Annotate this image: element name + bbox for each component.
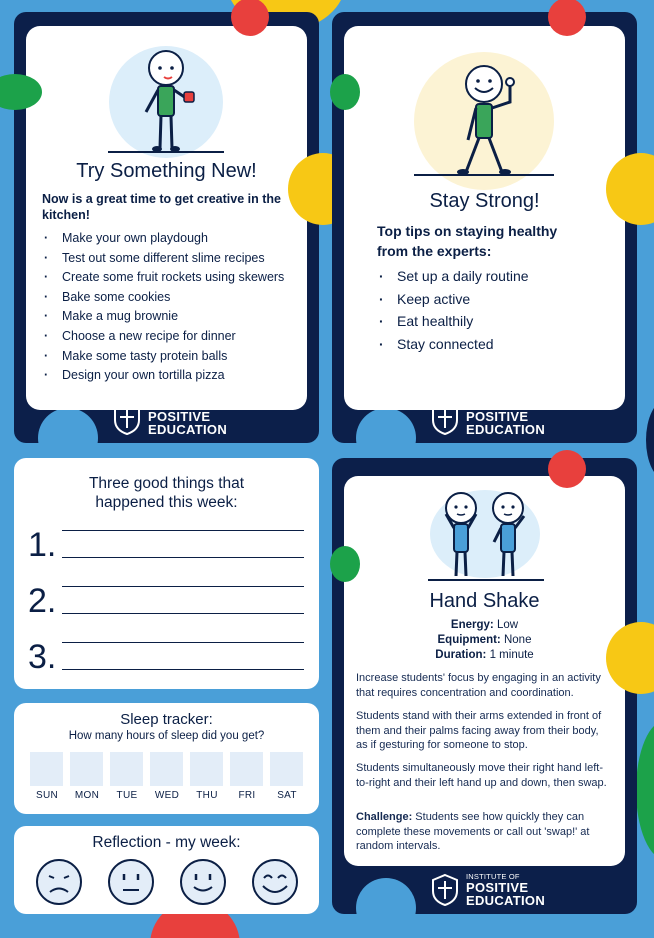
day-label: WED <box>154 790 180 801</box>
paragraph-2: Students stand with their arms extended in front of them and their palms facing away from their body, as if gesturing for someone to stop. <box>356 710 602 751</box>
card-title: Hand Shake <box>429 590 540 612</box>
bg-green-dot-4 <box>330 546 360 582</box>
bg-navy-dot-right <box>646 400 654 480</box>
panel-title: Sleep tracker: <box>120 711 213 728</box>
number-2: 2. <box>28 582 57 620</box>
list-item: · Bake some cookies <box>42 288 304 308</box>
list-item: · Stay connected <box>377 333 607 356</box>
card-decor-dot <box>356 878 416 914</box>
sleep-box-wed[interactable] <box>150 752 183 786</box>
sleep-box-mon[interactable] <box>70 752 103 786</box>
write-line <box>62 586 304 587</box>
tips-list <box>377 265 607 355</box>
logo-line-3: EDUCATION <box>466 421 546 437</box>
bg-green-dot-right <box>636 720 654 860</box>
paragraph-1: Increase students' focus by engaging in an activity that requires concentration and coordination. <box>356 672 601 699</box>
bg-green-dot-2 <box>330 74 360 110</box>
card-body <box>344 476 625 866</box>
day-label: TUE <box>116 790 138 801</box>
day-label: THU <box>196 790 218 801</box>
card-intro: Top tips on staying healthy from the experts: <box>377 223 558 259</box>
card-stay-strong <box>332 12 637 443</box>
equipment-detail <box>344 634 625 646</box>
two-kids-handshake-icon <box>428 488 544 584</box>
list-item: · Choose a new recipe for dinner <box>42 327 304 347</box>
logo-line-1: INSTITUTE OF <box>148 401 202 411</box>
ipe-logo <box>112 402 227 436</box>
card-try-something-new <box>14 12 319 443</box>
bg-red-dot-4 <box>548 450 586 488</box>
energy-label: Energy: <box>450 619 494 631</box>
sleep-box-tue[interactable] <box>110 752 143 786</box>
duration-value: 1 minute <box>489 649 534 661</box>
logo-line-2: POSITIVE <box>466 879 529 895</box>
neutral-face-icon[interactable] <box>107 858 155 906</box>
write-line <box>62 642 304 643</box>
day-label: SAT <box>277 790 297 801</box>
list-item: · Test out some different slime recipes <box>42 249 304 269</box>
sleep-box-sun[interactable] <box>30 752 63 786</box>
sleep-box-thu[interactable] <box>190 752 223 786</box>
list-item: · Make some tasty protein balls <box>42 347 304 367</box>
panel-subtitle: How many hours of sleep did you get? <box>68 730 265 742</box>
sleep-box-fri[interactable] <box>230 752 263 786</box>
sleep-tracker-panel <box>14 703 319 814</box>
energy-value: Low <box>496 619 519 631</box>
logo-line-3: EDUCATION <box>148 421 228 437</box>
logo-line-1: INSTITUTE OF <box>466 401 520 411</box>
reflection-panel <box>14 826 319 914</box>
equipment-label: Equipment: <box>437 634 501 646</box>
smile-face-icon[interactable] <box>179 858 227 906</box>
ipe-logo <box>430 873 545 907</box>
duration-detail <box>344 649 625 661</box>
list-item: · Design your own tortilla pizza <box>42 366 304 386</box>
three-good-things-panel <box>14 458 319 689</box>
day-label: FRI <box>238 790 256 801</box>
happy-face-icon[interactable] <box>251 858 299 906</box>
card-body <box>26 26 307 410</box>
equipment-value: None <box>503 634 532 646</box>
activity-list <box>42 229 304 386</box>
sad-face-icon[interactable] <box>35 858 83 906</box>
logo-line-2: POSITIVE <box>466 408 529 424</box>
panel-title: Reflection - my week: <box>92 834 241 851</box>
card-decor-dot <box>356 408 416 443</box>
crest-icon <box>430 402 460 436</box>
number-1: 1. <box>28 526 57 564</box>
strong-person-icon <box>414 62 554 178</box>
ipe-logo <box>430 402 545 436</box>
list-item: · Create some fruit rockets using skewers <box>42 268 304 288</box>
number-3: 3. <box>28 638 57 676</box>
write-line <box>62 557 304 558</box>
sleep-box-sat[interactable] <box>270 752 303 786</box>
card-title: Stay Strong! <box>429 190 540 212</box>
list-item: · Keep active <box>377 288 607 311</box>
energy-detail <box>344 619 625 631</box>
logo-line-3: EDUCATION <box>466 892 546 908</box>
logo-line-1: INSTITUTE OF <box>466 872 520 882</box>
logo-line-2: POSITIVE <box>148 408 211 424</box>
card-body <box>344 26 625 410</box>
day-label: SUN <box>35 790 58 801</box>
list-item: · Make your own playdough <box>42 229 304 249</box>
card-intro: Now is a great time to get creative in the kitchen! <box>42 192 281 222</box>
card-decor-dot <box>38 408 98 443</box>
panel-title: Three good things that happened this week: <box>88 475 245 511</box>
card-hand-shake <box>332 458 637 914</box>
write-line <box>62 613 304 614</box>
kid-with-mug-icon <box>106 46 226 156</box>
duration-label: Duration: <box>435 649 487 661</box>
paragraph-3: Students simultaneously move their right hand left-to-right and their left hand up and down, then swap. <box>356 762 607 789</box>
list-item: · Eat healthily <box>377 310 607 333</box>
crest-icon <box>112 402 142 436</box>
write-line <box>62 669 304 670</box>
challenge-paragraph <box>356 810 613 854</box>
crest-icon <box>430 873 460 907</box>
list-item: · Set up a daily routine <box>377 265 607 288</box>
day-label: MON <box>74 790 100 801</box>
list-item: · Make a mug brownie <box>42 307 304 327</box>
write-line <box>62 530 304 531</box>
challenge-text: Students see how quickly they can complete these movements or call out 'swap!' at random intervals. <box>356 811 590 852</box>
challenge-label: Challenge: <box>356 811 413 823</box>
card-title: Try Something New! <box>76 160 257 182</box>
